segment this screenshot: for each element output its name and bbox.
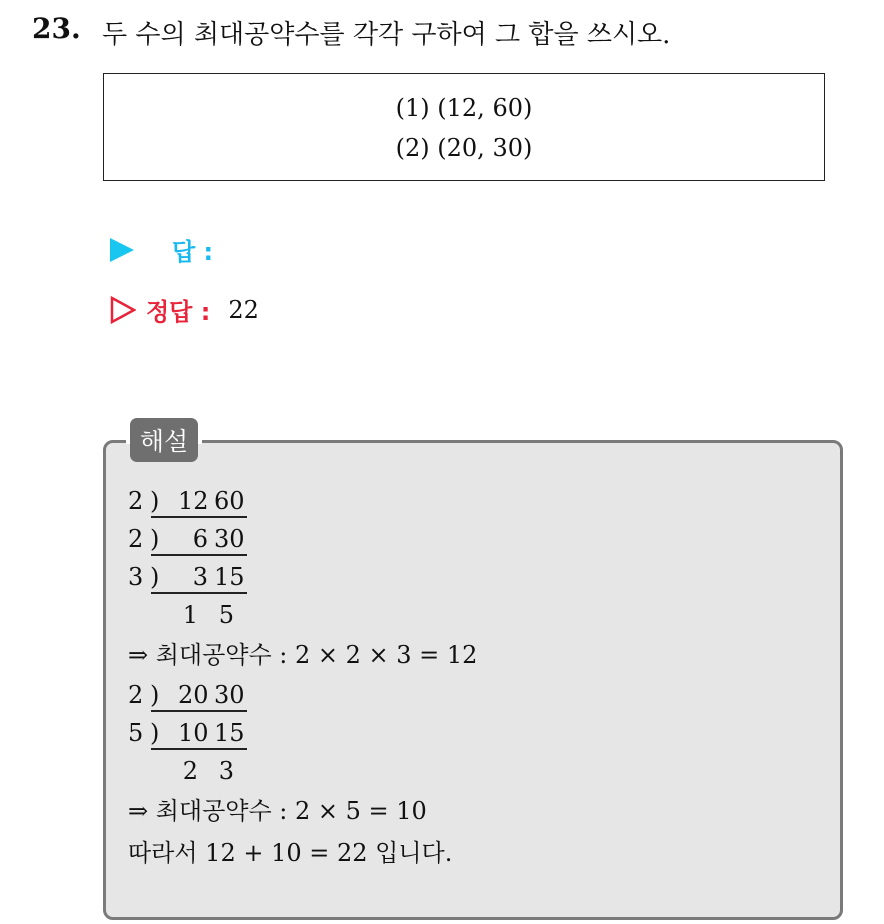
given-item-2: (2) (20, 30) bbox=[395, 134, 533, 162]
ladder-value-b: 15 bbox=[214, 719, 245, 747]
ladder-value-b: 30 bbox=[214, 525, 245, 553]
ladder-divisor: 2 bbox=[128, 487, 144, 515]
ladder-underline bbox=[151, 710, 247, 712]
question-text: 두 수의 최대공약수를 각각 구하여 그 합을 쓰시오. bbox=[102, 20, 671, 50]
answer-row bbox=[110, 232, 213, 267]
solution-tag: 해설 bbox=[130, 418, 198, 462]
play-triangle-filled-icon bbox=[110, 238, 134, 262]
given-item-1: (1) (12, 60) bbox=[395, 94, 533, 122]
gcd-line-1: ⇒ 최대공약수 : 2 × 2 × 3 = 12 bbox=[128, 641, 478, 669]
ladder-value-a: 10 bbox=[178, 719, 209, 747]
ladder-paren: ) bbox=[150, 681, 160, 709]
solution-content bbox=[128, 482, 477, 874]
correct-answer-label: 정답 : bbox=[146, 298, 211, 326]
play-triangle-outline-icon bbox=[110, 296, 136, 324]
ladder-value-a: 12 bbox=[178, 487, 209, 515]
ladder-value-b: 30 bbox=[214, 681, 245, 709]
ladder-row bbox=[128, 714, 477, 752]
ladder-divisor: 2 bbox=[128, 525, 144, 553]
ladder-row bbox=[128, 558, 477, 596]
ladder-result bbox=[128, 752, 477, 790]
ladder-value-a: 6 bbox=[192, 525, 208, 553]
ladder-result-b: 3 bbox=[218, 757, 234, 785]
ladder-paren: ) bbox=[150, 563, 160, 591]
division-ladder-1 bbox=[128, 482, 477, 634]
given-box bbox=[103, 73, 825, 181]
ladder-value-b: 15 bbox=[214, 563, 245, 591]
correct-answer-value: 22 bbox=[228, 295, 259, 324]
ladder-underline bbox=[151, 592, 247, 594]
ladder-paren: ) bbox=[150, 487, 160, 515]
ladder-value-a: 20 bbox=[178, 681, 209, 709]
ladder-value-b: 60 bbox=[214, 487, 245, 515]
ladder-result-a: 2 bbox=[182, 757, 198, 785]
division-ladder-2 bbox=[128, 676, 477, 790]
correct-answer-row bbox=[110, 292, 259, 327]
ladder-divisor: 3 bbox=[128, 563, 144, 591]
ladder-underline bbox=[151, 748, 247, 750]
ladder-paren: ) bbox=[150, 525, 160, 553]
gcd-line-2: ⇒ 최대공약수 : 2 × 5 = 10 bbox=[128, 797, 427, 825]
ladder-row bbox=[128, 676, 477, 714]
ladder-result-b: 5 bbox=[218, 601, 234, 629]
ladder-result-a: 1 bbox=[182, 601, 198, 629]
ladder-result bbox=[128, 596, 477, 634]
ladder-divisor: 5 bbox=[128, 719, 144, 747]
question-number: 23. bbox=[32, 12, 81, 45]
ladder-underline bbox=[151, 516, 247, 518]
answer-label: 답 : bbox=[172, 238, 214, 266]
ladder-row bbox=[128, 520, 477, 558]
ladder-row bbox=[128, 482, 477, 520]
ladder-divisor: 2 bbox=[128, 681, 144, 709]
ladder-value-a: 3 bbox=[192, 563, 208, 591]
ladder-underline bbox=[151, 554, 247, 556]
conclusion-line: 따라서 12 + 10 = 22 입니다. bbox=[128, 839, 453, 867]
ladder-paren: ) bbox=[150, 719, 160, 747]
